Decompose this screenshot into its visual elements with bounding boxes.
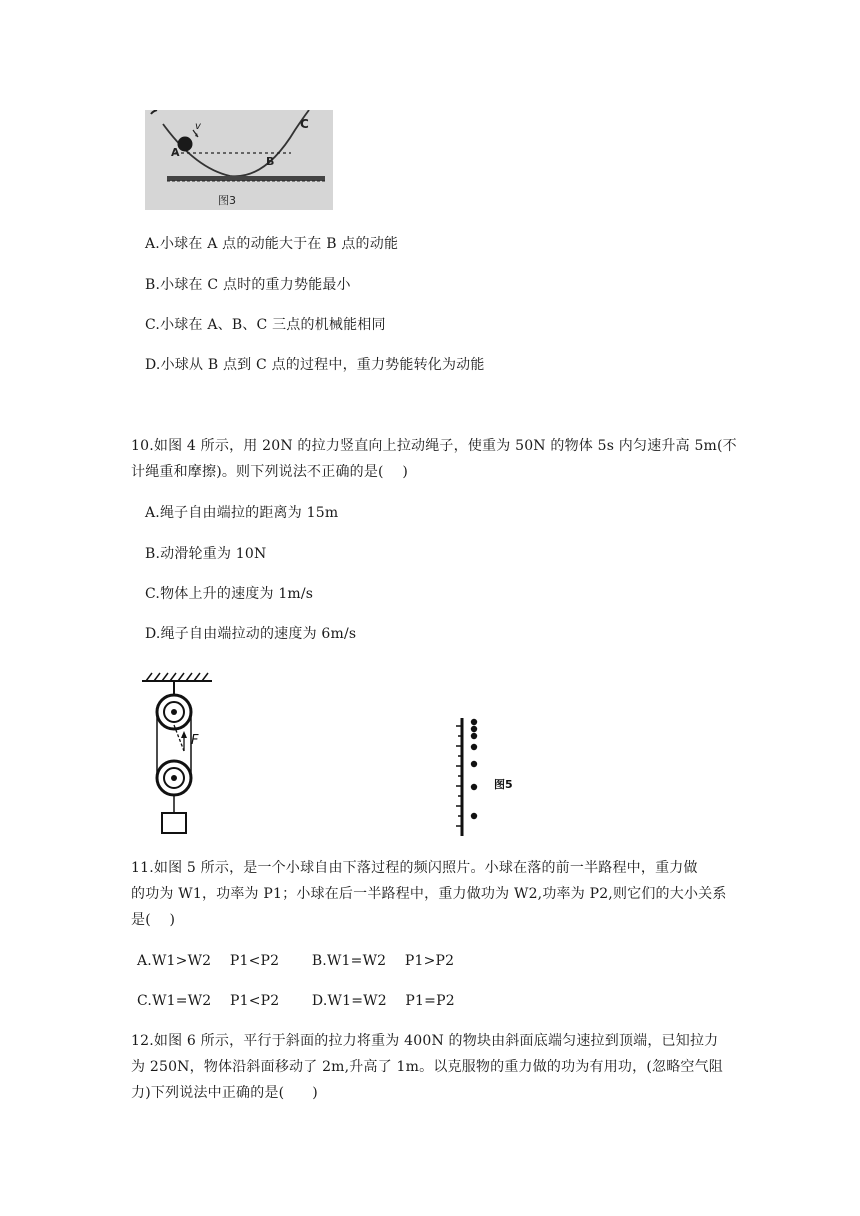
figure-3 (145, 110, 333, 210)
ceiling-hatch (146, 673, 208, 681)
q12-stem-line-1: 12.如图 6 所示，平行于斜面的拉力将重为 400N 的物块由斜面底端匀速拉到顶端，已知拉力 (131, 1033, 719, 1049)
q10-option-b: B.动滑轮重为 10N (145, 546, 267, 562)
ball-position-4 (471, 744, 477, 750)
q11-stem-line-3: 是( ) (131, 912, 176, 928)
figure-4-pulley (138, 665, 218, 837)
q11-stem-line-1: 11.如图 5 所示，是一个小球自由下落过程的频闪照片。小球在落的前一半路程中，重力做 (131, 860, 698, 876)
label-A: A (171, 146, 180, 159)
ball-position-6 (471, 784, 477, 790)
ball-position-3 (471, 733, 477, 739)
ball-position-2 (471, 726, 477, 732)
q11-options-row-2: C.W1=W2 P1<P2 D.W1=W2 P1=P2 (137, 993, 455, 1009)
ball (178, 137, 193, 152)
q11-stem-line-2: 的功为 W1，功率为 P1；小球在后一半路程中，重力做功为 W2,功率为 P2,则它们的大小关系 (131, 886, 727, 902)
q12-stem-line-2: 为 250N，物体沿斜面移动了 2m,升高了 1m。以克服物的重力做的功为有用功，(忽略空气阻 (131, 1059, 723, 1075)
q10-stem-line-1: 10.如图 4 所示，用 20N 的拉力竖直向上拉动绳子，使重为 50N 的物体 5s 内匀速升高 5m(不 (131, 438, 737, 454)
label-F: F (191, 733, 199, 748)
figure-5-caption: 图5 (494, 778, 513, 791)
hanging-block (162, 813, 186, 833)
ground (167, 176, 325, 181)
q12-stem-line-3: 力)下列说法中正确的是( ) (131, 1085, 318, 1101)
ball-position-7 (471, 813, 477, 819)
q10-option-c: C.物体上升的速度为 1m/s (145, 586, 314, 602)
q10-option-a: A.绳子自由端拉的距离为 15m (145, 505, 339, 521)
figure-5-strobe (448, 714, 528, 842)
figure-3-caption: 图3 (218, 194, 236, 207)
q10-stem-line-2: 计绳重和摩擦)。则下列说法不正确的是( ) (131, 464, 408, 480)
q9-option-a: A.小球在 A 点的动能大于在 B 点的动能 (145, 236, 399, 252)
label-C: C (300, 117, 309, 131)
q10-option-d: D.绳子自由端拉动的速度为 6m/s (145, 626, 357, 642)
ball-position-5 (471, 761, 477, 767)
ball-position-1 (471, 719, 477, 725)
q9-option-d: D.小球从 B 点到 C 点的过程中，重力势能转化为动能 (145, 357, 485, 373)
q9-option-c: C.小球在 A、B、C 三点的机械能相同 (145, 317, 386, 333)
force-arrow (181, 731, 187, 738)
label-B: B (266, 155, 275, 168)
q11-options-row-1: A.W1>W2 P1<P2 B.W1=W2 P1>P2 (137, 953, 455, 969)
q9-option-b: B.小球在 C 点时的重力势能最小 (145, 277, 351, 293)
label-v: v (195, 121, 201, 132)
